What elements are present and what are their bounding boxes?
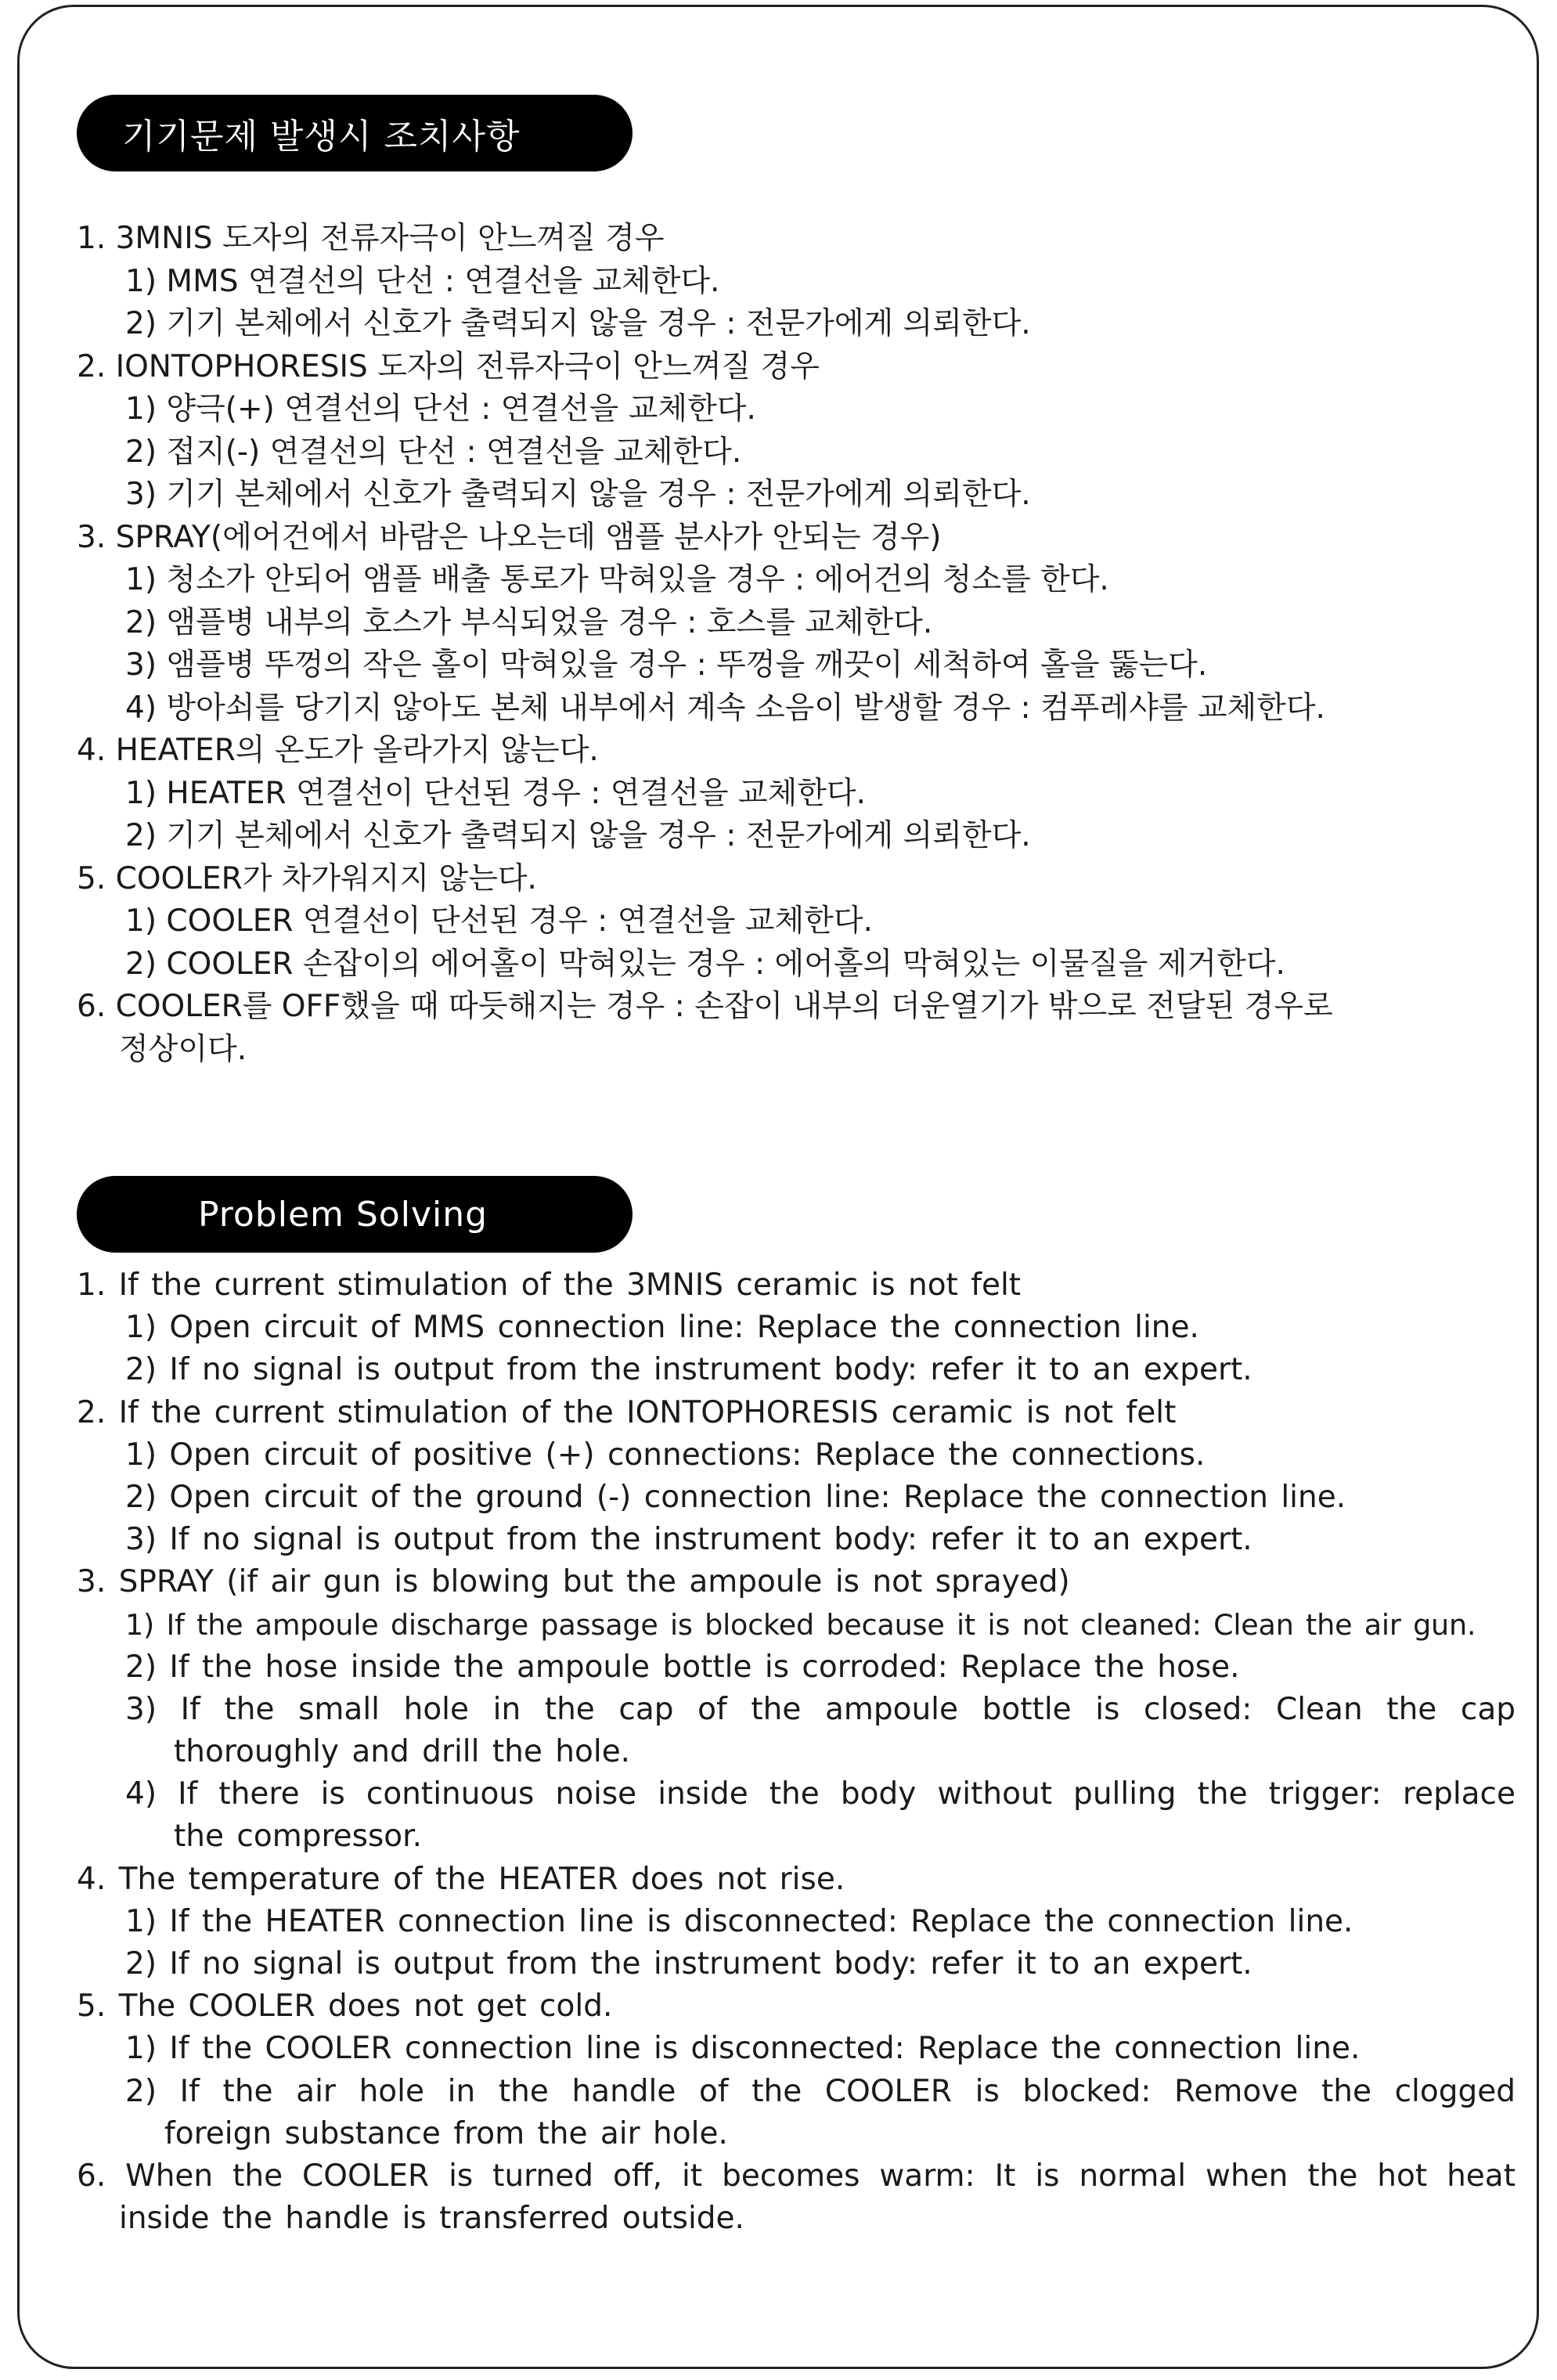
list-item-continuation: the compressor. xyxy=(174,1819,422,1855)
list-item: 3. SPRAY(에어건에서 바람은 나오는데 앰플 분사가 안되는 경우) xyxy=(77,519,942,555)
list-item: 3) 기기 본체에서 신호가 출력되지 않을 경우 : 전문가에게 의뢰한다. xyxy=(125,477,1031,512)
list-item: 4) If there is continuous noise inside the body without pulling the trigger: replace xyxy=(125,1776,1516,1812)
list-item-continuation: 정상이다. xyxy=(119,1031,247,1067)
list-item: 6. COOLER를 OFF했을 때 따듯해지는 경우 : 손잡이 내부의 더운열기가 밖으로 전달된 경우로 xyxy=(77,989,1333,1024)
list-item: 2) 기기 본체에서 신호가 출력되지 않을 경우 : 전문가에게 의뢰한다. xyxy=(125,306,1031,341)
list-item: 4. The temperature of the HEATER does not rise. xyxy=(77,1861,845,1897)
list-item: 2) If the hose inside the ampoule bottle is corroded: Replace the hose. xyxy=(125,1649,1240,1685)
list-item: 1) 양극(+) 연결선의 단선 : 연결선을 교체한다. xyxy=(125,391,756,427)
list-item: 2. If the current stimulation of the IONTOPHORESIS ceramic is not felt xyxy=(77,1394,1177,1430)
list-item: 1) If the COOLER connection line is disconnected: Replace the connection line. xyxy=(125,2031,1361,2067)
list-item: 1) If the ampoule discharge passage is blocked because it is not cleaned: Clean the air gun. xyxy=(125,1607,1476,1642)
list-item: 1) If the HEATER connection line is disconnected: Replace the connection line. xyxy=(125,1903,1353,1939)
list-item: 1) Open circuit of MMS connection line: Replace the connection line. xyxy=(125,1310,1199,1346)
list-item: 2) COOLER 손잡이의 에어홀이 막혀있는 경우 : 에어홀의 막혀있는 이물질을 제거한다. xyxy=(125,946,1285,982)
list-item: 5. The COOLER does not get cold. xyxy=(77,1989,613,2025)
list-item-continuation: inside the handle is transferred outside. xyxy=(119,2201,744,2237)
list-item: 4) 방아쇠를 당기지 않아도 본체 내부에서 계속 소음이 발생할 경우 : 컴푸레샤를 교체한다. xyxy=(125,690,1325,726)
list-item-continuation: foreign substance from the air hole. xyxy=(164,2115,728,2151)
list-item: 2) 접지(-) 연결선의 단선 : 연결선을 교체한다. xyxy=(125,434,742,470)
list-item: 2) Open circuit of the ground (-) connection line: Replace the connection line. xyxy=(125,1479,1346,1515)
list-item-continuation: thoroughly and drill the hole. xyxy=(174,1734,631,1770)
list-item: 1) HEATER 연결선이 단선된 경우 : 연결선을 교체한다. xyxy=(125,775,866,811)
list-item: 6. When the COOLER is turned off, it becomes warm: It is normal when the hot heat xyxy=(77,2158,1516,2194)
list-item: 1. 3MNIS 도자의 전류자극이 안느껴질 경우 xyxy=(77,221,665,256)
english-troubleshooting-list xyxy=(77,1264,1522,2240)
list-item: 3) 앰플병 뚜껑의 작은 홀이 막혀있을 경우 : 뚜껑을 깨끗이 세척하여 홀을 뚫는다. xyxy=(125,647,1208,683)
list-item: 5. COOLER가 차가워지지 않는다. xyxy=(77,860,537,896)
list-item: 2) 앰플병 내부의 호스가 부식되었을 경우 : 호스를 교체한다. xyxy=(125,604,933,640)
section-title-english: Problem Solving xyxy=(77,1176,633,1253)
list-item: 1) MMS 연결선의 단선 : 연결선을 교체한다. xyxy=(125,263,720,299)
list-item: 1) Open circuit of positive (+) connections: Replace the connections. xyxy=(125,1437,1206,1473)
korean-troubleshooting-list xyxy=(77,218,1522,1071)
list-item: 3) If the small hole in the cap of the ampoule bottle is closed: Clean the cap xyxy=(125,1691,1516,1727)
list-item: 1) COOLER 연결선이 단선된 경우 : 연결선을 교체한다. xyxy=(125,903,873,939)
list-item: 3) If no signal is output from the instrument body: refer it to an expert. xyxy=(125,1522,1252,1558)
list-item: 4. HEATER의 온도가 올라가지 않는다. xyxy=(77,733,599,768)
list-item: 2) 기기 본체에서 신호가 출력되지 않을 경우 : 전문가에게 의뢰한다. xyxy=(125,818,1031,853)
section-title-korean: 기기문제 발생시 조치사항 xyxy=(77,95,633,171)
list-item: 1) 청소가 안되어 앰플 배출 통로가 막혀있을 경우 : 에어건의 청소를 한다. xyxy=(125,562,1109,597)
list-item: 3. SPRAY (if air gun is blowing but the ampoule is not sprayed) xyxy=(77,1564,1070,1600)
list-item: 2) If no signal is output from the instrument body: refer it to an expert. xyxy=(125,1352,1252,1388)
list-item: 2) If the air hole in the handle of the COOLER is blocked: Remove the clogged xyxy=(125,2073,1516,2109)
list-item: 2) If no signal is output from the instrument body: refer it to an expert. xyxy=(125,1946,1252,1982)
list-item: 2. IONTOPHORESIS 도자의 전류자극이 안느껴질 경우 xyxy=(77,348,820,384)
list-item: 1. If the current stimulation of the 3MNIS ceramic is not felt xyxy=(77,1268,1022,1303)
